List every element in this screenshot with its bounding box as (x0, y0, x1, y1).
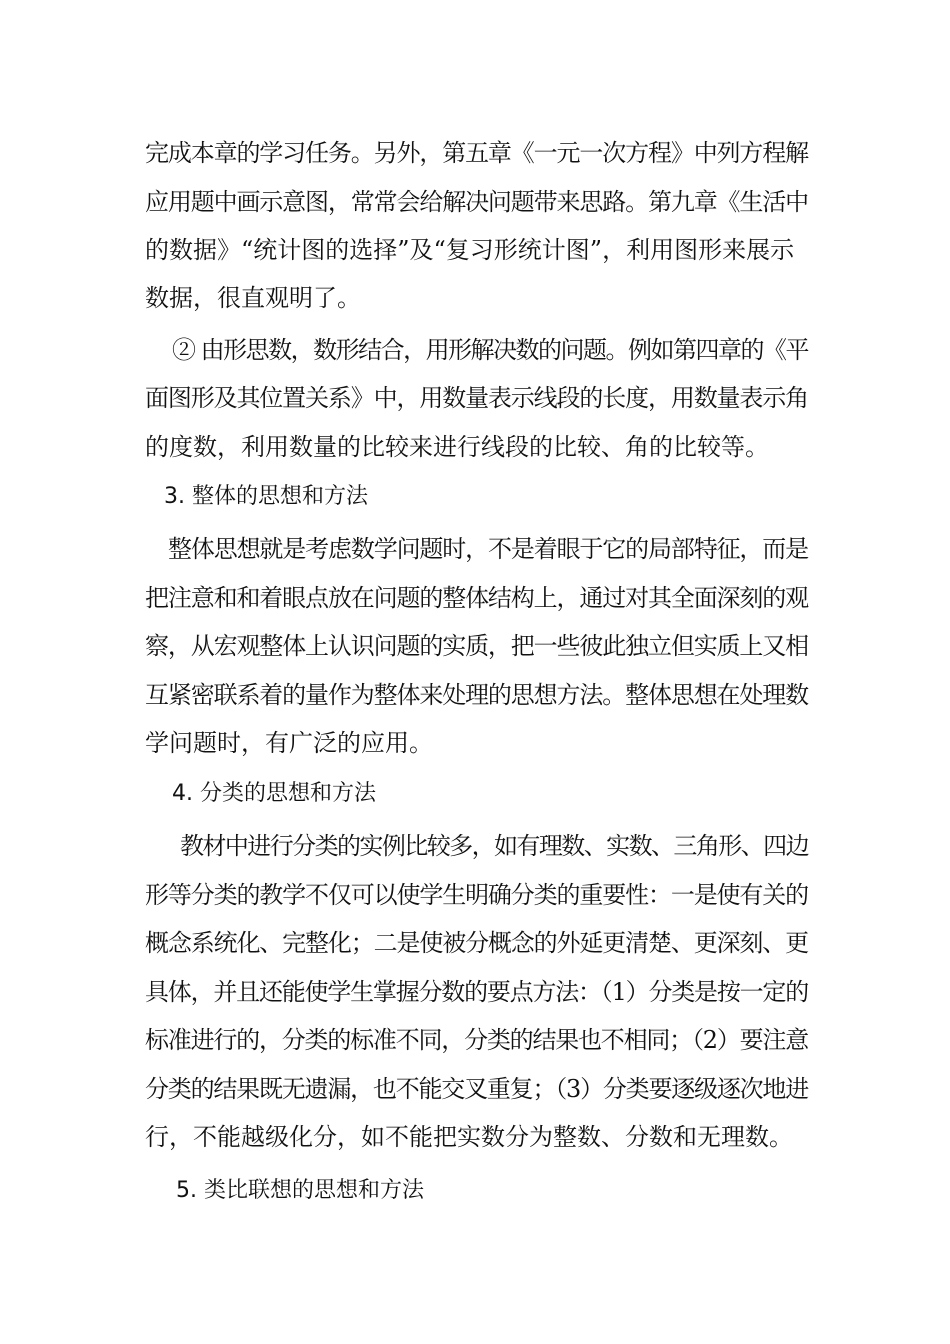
section-heading: 4. 分类的思想和方法 (172, 781, 376, 806)
text-line: 互紧密联系着的量作为整体来处理的思想方法。整体思想在处理数 (145, 681, 808, 709)
text-line: 行，不能越级化分，如不能把实数分为整数、分数和无理数。 (145, 1123, 793, 1151)
text-line: 教材中进行分类的实例比较多，如有理数、实数、三角形、四边 (180, 832, 808, 860)
text-line: 标准进行的，分类的标准不同，分类的结果也不相同；（2）要注意 (145, 1026, 808, 1054)
text-line: 把注意和和着眼点放在问题的整体结构上，通过对其全面深刻的观 (145, 584, 808, 612)
text-line: 概念系统化、完整化；二是使被分概念的外延更清楚、更深刻、更 (145, 929, 808, 957)
text-line: 具体，并且还能使学生掌握分数的要点方法：（1）分类是按一定的 (145, 978, 808, 1006)
text-line: 的度数，利用数量的比较来进行线段的比较、角的比较等。 (145, 433, 769, 461)
text-line: ② 由形思数，数形结合，用形解决数的问题。例如第四章的《平 (172, 336, 808, 364)
section-heading: 3. 整体的思想和方法 (164, 484, 368, 509)
text-line: 面图形及其位置关系》中，用数量表示线段的长度，用数量表示角 (145, 384, 808, 412)
text-line: 应用题中画示意图，常常会给解决问题带来思路。第九章《生活中 (145, 188, 808, 216)
text-line: 察，从宏观整体上认识问题的实质，把一些彼此独立但实质上又相 (145, 632, 808, 660)
text-line: 完成本章的学习任务。另外，第五章《一元一次方程》中列方程解 (145, 139, 808, 167)
text-line: 分类的结果既无遗漏，也不能交叉重复；（3）分类要逐级逐次地进 (145, 1075, 808, 1103)
text-line: 学问题时，有广泛的应用。 (145, 729, 433, 757)
text-line: 形等分类的教学不仅可以使学生明确分类的重要性：一是使有关的 (145, 881, 808, 909)
text-line: 数据，很直观明了。 (145, 284, 361, 312)
text-line: 整体思想就是考虑数学问题时，不是着眼于它的局部特征，而是 (168, 535, 808, 563)
section-heading: 5. 类比联想的思想和方法 (176, 1178, 424, 1203)
text-line: 的数据》“统计图的选择”及“复习形统计图”，利用图形来展示 (145, 236, 795, 264)
